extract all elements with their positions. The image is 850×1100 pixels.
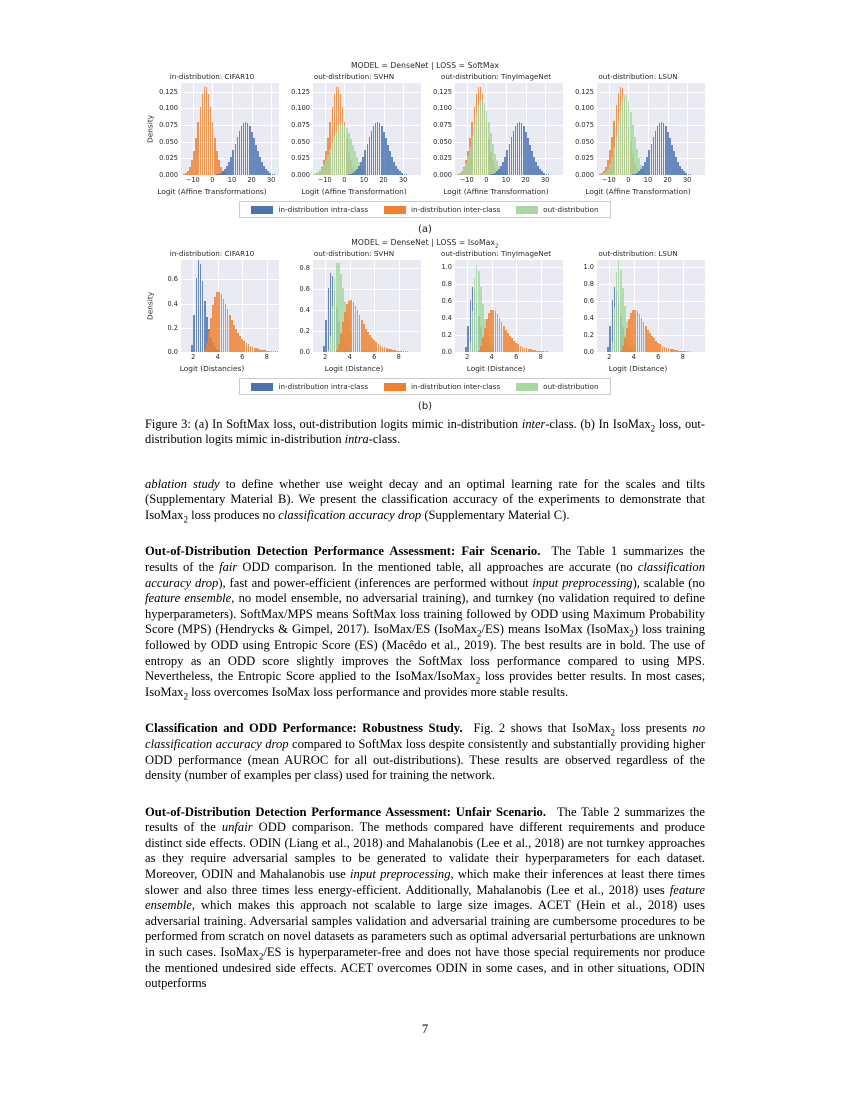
- page-content: [145, 60, 705, 992]
- y-axis-ticks: [429, 260, 455, 356]
- legend-label-intra: in-distribution intra-class: [278, 382, 369, 391]
- y-tick-label: 0.0: [583, 348, 594, 356]
- gridline: [455, 108, 563, 109]
- gridline: [455, 284, 563, 285]
- page-number: 7: [421, 1022, 429, 1036]
- x-tick-label: 4: [489, 353, 494, 361]
- legend-label-out: out-distribution: [543, 205, 599, 214]
- y-tick-label: 0.0: [441, 348, 452, 356]
- subplot: [571, 248, 705, 375]
- figure-sublabel-a: (a): [418, 224, 432, 235]
- x-axis-label: Logit (Distance): [608, 364, 668, 373]
- x-tick-label: 20: [521, 176, 530, 184]
- y-tick-label: 0.0: [167, 348, 178, 356]
- x-tick-label: 4: [215, 353, 220, 361]
- legend-swatch-out: [516, 206, 538, 214]
- gridline: [181, 92, 279, 93]
- gridline: [455, 92, 563, 93]
- y-tick-label: 0.100: [291, 104, 310, 113]
- legend-item-intra: [251, 205, 368, 214]
- y-tick-label: 0.075: [291, 121, 310, 129]
- x-tick-label: 8: [396, 353, 401, 361]
- subplot: [429, 248, 563, 375]
- subplot: [429, 71, 563, 198]
- vertical-gridline: [658, 260, 659, 352]
- y-tick-label: 0.2: [167, 323, 178, 332]
- plot-axes: [597, 260, 705, 352]
- paragraph-unfair-scenario: Out-of-Distribution Detection Performance Assessment: Unfair Scenario. The Table 2 summarizes the results of the unfair ODD comparison. The methods compared have different requirements and produce distinct side effects. ODIN (Liang et al., 2018) and Mahalanobis (Lee et al., 2018) are not turnkey approaches as they require adversarial samples to be generated to validate their hyperparameters for each dataset. Moreover, ODIN and Mahalanobis use input preprocessing, which make their inferences at least there times slower and also three times less energy-efficient. Additionally, Mahalanobis (Lee et al., 2018) uses feature ensemble, which makes this approach not scalable to large size images. ACET (Hein et al., 2018) uses adversarial training. Adversarial samples validation and adversarial training are cumbersome procedures to be performed from scratch on novel datasets as parameters such as optimal adversarial perturbations are unknown in such cases. IsoMax$_2$/ES is hyperparameter-free and does not have those special requirements nor produce the mentioned undesired side effects. ACET overcomes ODIN in some cases, and in other situations, ODIN outperforms: [145, 804, 706, 991]
- figure-panel-a: [145, 60, 705, 237]
- y-tick-label: 0.000: [291, 171, 310, 179]
- vertical-gridline: [683, 260, 684, 352]
- y-tick-label: 0.2: [583, 330, 594, 339]
- y-tick-label: 1.0: [583, 262, 594, 271]
- x-axis-label: Logit (Affine Transformation): [301, 187, 407, 196]
- y-tick-label: 0.025: [291, 154, 310, 163]
- legend-swatch-intra: [251, 206, 273, 214]
- vertical-gridline: [541, 260, 542, 352]
- x-tick-label: 6: [514, 353, 519, 361]
- panel-b-legend: [239, 378, 611, 395]
- x-tick-label: 0: [342, 176, 347, 184]
- y-tick-label: 0.100: [575, 104, 594, 113]
- y-tick-label: 0.125: [575, 87, 594, 96]
- x-axis-ticks: [313, 175, 411, 186]
- y-tick-label: 0.125: [291, 87, 310, 96]
- x-tick-label: 20: [247, 176, 256, 184]
- x-tick-label: 0: [626, 176, 631, 184]
- legend-item-out: [516, 205, 598, 214]
- vertical-gridline: [403, 83, 404, 175]
- y-tick-label: 0.050: [575, 137, 594, 146]
- y-tick-label: 0.4: [583, 313, 594, 322]
- figure-sublabel-b: (b): [417, 401, 433, 412]
- subplot-title: in-distribution: CIFAR10: [169, 249, 255, 258]
- legend-swatch-inter: [384, 206, 406, 214]
- vertical-gridline: [374, 260, 375, 352]
- subplot-title: in-distribution: CIFAR10: [169, 72, 255, 81]
- x-axis-label: Logit (Affine Transformation): [443, 187, 549, 196]
- y-tick-label: 0.100: [159, 104, 178, 113]
- figure-caption: Figure 3: (a) In SoftMax loss, out-distribution logits mimic in-distribution inter-class. (b) In IsoMax$_2$ loss, out-distribution logits mimic in-distribution intra-class.: [145, 417, 705, 447]
- y-tick-label: 0.125: [433, 87, 452, 96]
- x-tick-label: −10: [185, 176, 200, 184]
- subplot-title: out-distribution: LSUN: [598, 72, 678, 81]
- paragraph-robustness-study: Classification and ODD Performance: Robustness Study. Fig. 2 shows that IsoMax$_2$ loss presents no classification accuracy drop compared to SoftMax loss despite consistently and substantially providing higher ODD performance (mean AUROC for all out-distributions). These results are observed regardless of the density (number of examples per class) used for training the network.: [145, 721, 706, 783]
- x-tick-label: −10: [459, 176, 474, 184]
- y-axis-ticks: [155, 260, 181, 356]
- subplot: [145, 71, 279, 198]
- x-tick-label: 20: [379, 176, 388, 184]
- x-axis-ticks: [597, 175, 695, 186]
- x-tick-label: 2: [607, 353, 612, 361]
- y-tick-label: 0.050: [433, 137, 452, 146]
- plot-axes: [313, 260, 421, 352]
- y-tick-label: 1.0: [441, 262, 452, 271]
- plot-axes: [181, 260, 279, 352]
- x-tick-label: −10: [601, 176, 616, 184]
- legend-label-inter: in-distribution inter-class: [411, 205, 501, 214]
- x-tick-label: 8: [680, 353, 685, 361]
- x-tick-label: 0: [484, 176, 489, 184]
- vertical-gridline: [687, 83, 688, 175]
- subplot-title: out-distribution: SVHN: [313, 72, 395, 81]
- x-tick-label: 30: [398, 176, 408, 184]
- x-tick-label: 10: [359, 176, 369, 184]
- x-axis-ticks: [181, 352, 279, 363]
- vertical-gridline: [399, 260, 400, 352]
- legend-label-out: out-distribution: [543, 382, 599, 391]
- y-tick-label: 0.6: [441, 296, 452, 305]
- x-tick-label: 2: [323, 353, 328, 361]
- panel-b-suptitle: MODEL = DenseNet | LOSS = IsoMax$_2$: [351, 238, 499, 250]
- y-tick-label: 0.8: [299, 264, 310, 273]
- paragraph-ablation-study: ablation study to define whether use weight decay and an optimal learning rate for the scales and tilts (Supplementary Material B). We present the classification accuracy of the experiments to demonstrate that IsoMax$_2$ loss produces no classification accuracy drop (Supplementary Material C).: [145, 476, 705, 525]
- x-tick-label: 6: [372, 353, 377, 361]
- panel-a-legend: [239, 201, 611, 218]
- x-tick-label: 0: [210, 176, 215, 184]
- y-tick-label: 0.075: [433, 121, 452, 129]
- y-tick-label: 0.6: [583, 296, 594, 305]
- subplot: [571, 71, 705, 198]
- y-tick-label: 0.050: [159, 137, 178, 146]
- y-tick-label: 0.0: [299, 348, 310, 356]
- y-axis-ticks: [571, 260, 597, 356]
- x-axis-ticks: [597, 352, 695, 363]
- x-tick-label: 10: [227, 176, 237, 184]
- y-axis-ticks: [155, 83, 181, 179]
- vertical-gridline: [545, 83, 546, 175]
- gridline: [181, 125, 279, 126]
- figure-3: [145, 60, 705, 448]
- x-axis-ticks: [313, 352, 411, 363]
- panel-b-subplot-row: [145, 248, 705, 375]
- x-axis-ticks: [181, 175, 279, 186]
- y-tick-label: 0.000: [433, 171, 452, 179]
- subplot-title: out-distribution: TinyImageNet: [440, 72, 552, 81]
- y-tick-label: 0.2: [299, 327, 310, 336]
- x-tick-label: 8: [538, 353, 543, 361]
- x-axis-ticks: [455, 175, 553, 186]
- vertical-gridline: [516, 260, 517, 352]
- x-tick-label: 10: [643, 176, 653, 184]
- panel-a-suptitle: MODEL = DenseNet | LOSS = SoftMax: [350, 61, 500, 70]
- y-tick-label: 0.000: [575, 171, 594, 179]
- x-axis-label: Logit (Affine Transformation): [585, 187, 691, 196]
- subplot-title: out-distribution: LSUN: [598, 249, 678, 258]
- legend-item-inter-b: [384, 382, 500, 391]
- y-axis-ticks: [287, 260, 313, 356]
- gridline: [313, 92, 421, 93]
- y-tick-label: 0.075: [575, 121, 594, 129]
- legend-swatch-inter: [384, 383, 406, 391]
- plot-axes: [313, 83, 421, 175]
- x-tick-label: −10: [317, 176, 332, 184]
- plot-axes: [597, 83, 705, 175]
- x-axis-label: Logit (Distance): [466, 364, 526, 373]
- subplot: [287, 248, 421, 375]
- y-tick-label: 0.8: [441, 279, 452, 288]
- x-tick-label: 20: [663, 176, 672, 184]
- y-tick-label: 0.4: [299, 306, 310, 315]
- x-tick-label: 30: [540, 176, 550, 184]
- y-tick-label: 0.025: [575, 154, 594, 163]
- y-tick-label: 0.8: [583, 279, 594, 288]
- x-tick-label: 4: [631, 353, 636, 361]
- x-tick-label: 30: [266, 176, 276, 184]
- paragraph-fair-scenario: Out-of-Distribution Detection Performance Assessment: Fair Scenario. The Table 1 summarizes the results of the fair ODD comparison. In the mentioned table, all approaches are accurate (no classification accuracy drop), fast and power-efficient (inferences are performed without input preprocessing), scalable (no feature ensemble, no model ensemble, no adversarial training), and turnkey (no validation required to define hyperparameters). SoftMax/MPS means SoftMax loss training followed by ODD using Maximum Probability Score (MPS) (Hendrycks & Gimpel, 2017). IsoMax/ES (IsoMax$_2$/ES) means IsoMax (IsoMax$_2$) loss training followed by ODD using Entropic Score (ES) (Macêdo et al., 2019). The best results are in bold. The use of entropy as an ODD score slightly improves the SoftMax loss performance compared to using MPS. Nevertheless, the Entropic Score applied to the IsoMax/IsoMax$_2$ loss provides better results. In most cases, IsoMax$_2$ loss overcomes IsoMax loss performance and provides more stable results.: [145, 544, 705, 702]
- subplot: [287, 71, 421, 198]
- legend-label-intra: in-distribution intra-class: [278, 205, 369, 214]
- gridline: [313, 268, 421, 269]
- x-axis-label: Logit (Distancies): [179, 364, 245, 373]
- y-axis-ticks: [287, 83, 313, 179]
- y-tick-label: 0.6: [299, 285, 310, 294]
- y-axis-ticks: [571, 83, 597, 179]
- y-axis-label: Density: [145, 291, 155, 321]
- x-tick-label: 2: [465, 353, 470, 361]
- legend-item-inter: [384, 205, 500, 214]
- x-tick-label: 8: [264, 353, 269, 361]
- subplot-title: out-distribution: TinyImageNet: [440, 249, 552, 258]
- vertical-gridline: [271, 83, 272, 175]
- x-tick-label: 6: [240, 353, 245, 361]
- legend-item-out-b: [516, 382, 598, 391]
- x-axis-label: Logit (Distance): [324, 364, 384, 373]
- y-tick-label: 0.2: [441, 330, 452, 339]
- legend-label-inter: in-distribution inter-class: [411, 382, 501, 391]
- y-tick-label: 0.075: [159, 121, 178, 129]
- y-tick-label: 0.100: [433, 104, 452, 113]
- plot-axes: [181, 83, 279, 175]
- vertical-gridline: [267, 260, 268, 352]
- plot-axes: [455, 83, 563, 175]
- y-axis-ticks: [429, 83, 455, 179]
- y-tick-label: 0.000: [159, 171, 178, 179]
- gridline: [455, 267, 563, 268]
- x-tick-label: 10: [501, 176, 511, 184]
- x-tick-label: 6: [656, 353, 661, 361]
- x-tick-label: 30: [682, 176, 692, 184]
- legend-swatch-out: [516, 383, 538, 391]
- y-tick-label: 0.025: [159, 154, 178, 163]
- x-tick-label: 2: [191, 353, 196, 361]
- gridline: [597, 267, 705, 268]
- plot-axes: [455, 260, 563, 352]
- y-tick-label: 0.6: [167, 275, 178, 284]
- subplot: [145, 248, 279, 375]
- y-tick-label: 0.4: [167, 299, 178, 308]
- figure-panel-b: [145, 237, 705, 414]
- gridline: [597, 108, 705, 109]
- gridline: [597, 92, 705, 93]
- y-tick-label: 0.025: [433, 154, 452, 163]
- y-tick-label: 0.125: [159, 87, 178, 96]
- y-axis-label: Density: [145, 114, 155, 144]
- gridline: [597, 284, 705, 285]
- gridline: [313, 108, 421, 109]
- legend-item-intra-b: [251, 382, 368, 391]
- y-tick-label: 0.4: [441, 313, 452, 322]
- y-tick-label: 0.050: [291, 137, 310, 146]
- panel-a-subplot-row: [145, 71, 705, 198]
- legend-swatch-intra: [251, 383, 273, 391]
- gridline: [181, 108, 279, 109]
- subplot-title: out-distribution: SVHN: [313, 249, 395, 258]
- x-tick-label: 4: [347, 353, 352, 361]
- x-axis-ticks: [455, 352, 553, 363]
- x-axis-label: Logit (Affine Transformations): [157, 187, 267, 196]
